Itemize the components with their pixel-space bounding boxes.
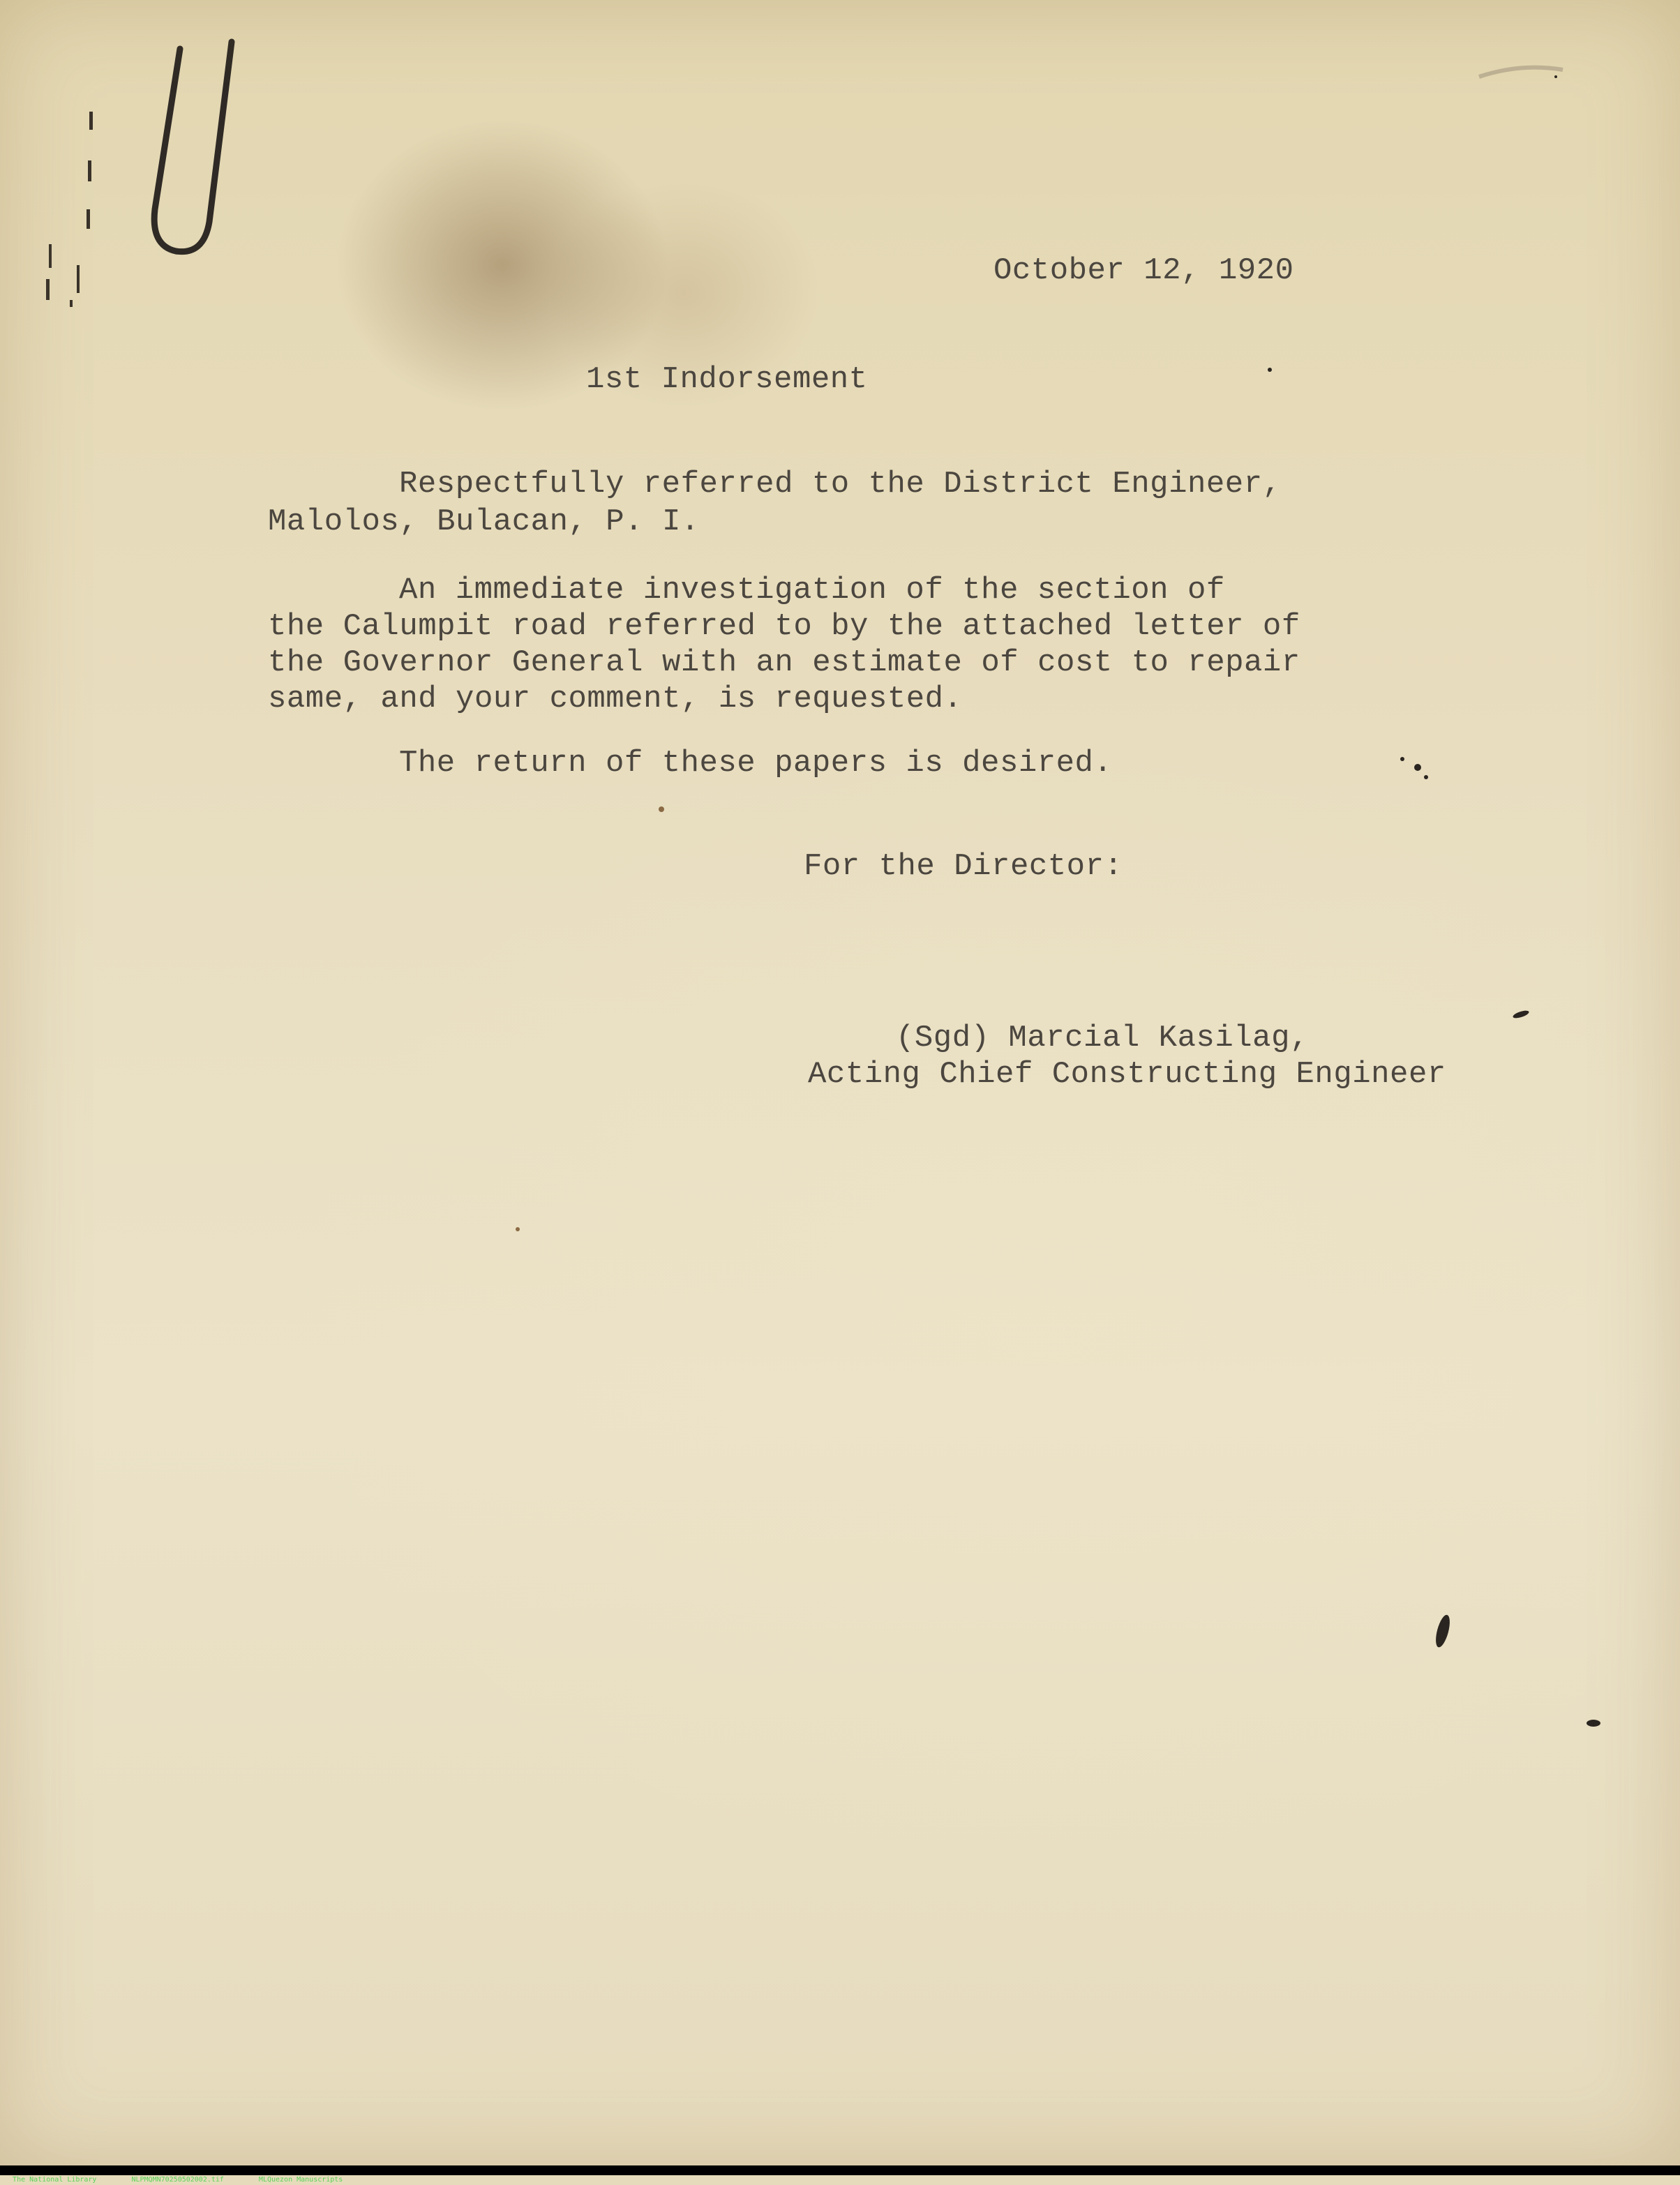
paragraph-line: the Calumpit road referred to by the attached letter of [268,609,1300,644]
paragraph-line: Respectfully referred to the District Engineer, [399,467,1282,502]
paragraph-line: An immediate investigation of the section of [399,573,1225,608]
paragraph-line: Malolos, Bulacan, P. I. [268,504,700,539]
footer-library: The National Library [13,2176,97,2184]
footer-file: NLPMQMN70250502002.tif [131,2176,224,2184]
signature-title: Acting Chief Constructing Engineer [808,1057,1446,1092]
signature-name: (Sgd) Marcial Kasilag, [896,1021,1309,1056]
edge-marks [46,112,93,307]
indorsement-heading: 1st Indorsement [586,362,868,397]
letter-date: October 12, 1920 [993,253,1294,288]
paper-clip-icon [154,42,232,252]
paragraph-line: the Governor General with an estimate of cost to repair [268,645,1300,680]
paragraph-return-request: The return of these papers is desired. [399,746,1113,781]
closing-line: For the Director: [804,849,1123,884]
ink-specks [516,75,1600,1727]
footer-collection: MLQuezon Manuscripts [258,2176,343,2184]
paragraph-line: same, and your comment, is requested. [268,682,963,716]
archive-footer-bar [0,2165,1680,2184]
